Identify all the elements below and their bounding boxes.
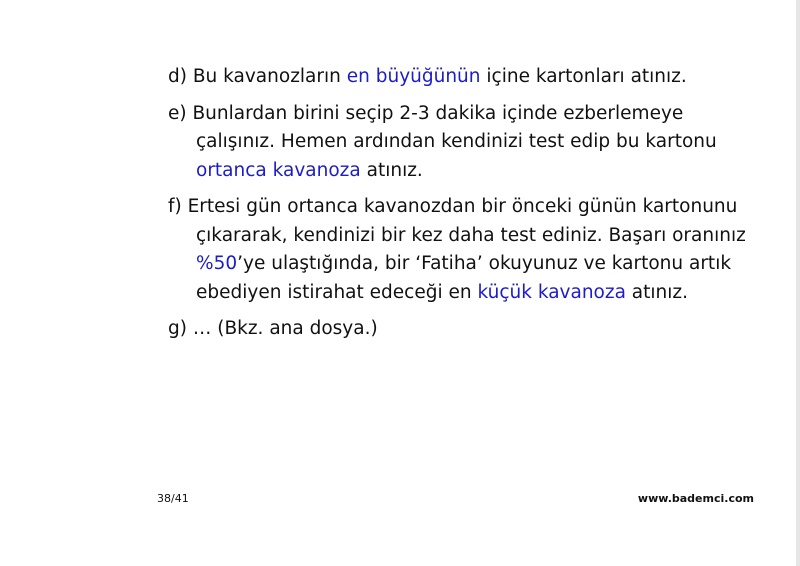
item-text: e) Bunlardan birini seçip 2-3 dakika içinde ezberlemeye çalışınız. Hemen ardından kendinizi test edip bu kartonu <box>168 102 717 152</box>
item-text: g) … (Bkz. ana dosya.) <box>168 318 378 339</box>
item-highlight-text: ortanca kavanoza <box>196 159 361 181</box>
slide-edge <box>796 0 800 566</box>
item-text: içine kartonları atınız. <box>480 66 687 87</box>
item-highlight-text: en büyüğünün <box>346 66 481 87</box>
item-text: f) Ertesi gün ortanca kavanozdan bir önceki günün kartonunu çıkararak, kendinizi bir kez daha test ediniz. Başarı oranınız <box>168 196 746 246</box>
item-text: atınız. <box>360 159 423 181</box>
item-highlight-text: küçük kavanoza <box>477 281 626 303</box>
list-item <box>168 100 768 186</box>
item-text: atınız. <box>625 281 688 303</box>
list-item <box>168 193 768 307</box>
item-text: d) Bu kavanozların <box>168 66 347 87</box>
page-number: 38/41 <box>157 492 189 505</box>
website-link[interactable]: www.bademci.com <box>637 492 754 505</box>
instruction-list <box>168 63 768 352</box>
item-highlight-text: %50 <box>196 253 238 274</box>
list-item <box>168 63 768 92</box>
item-text: ’ye ulaştığında, bir ‘Fatiha’ okuyunuz ve kartonu artık ebediyen istirahat edeceği en <box>196 253 732 303</box>
list-item <box>168 315 768 344</box>
